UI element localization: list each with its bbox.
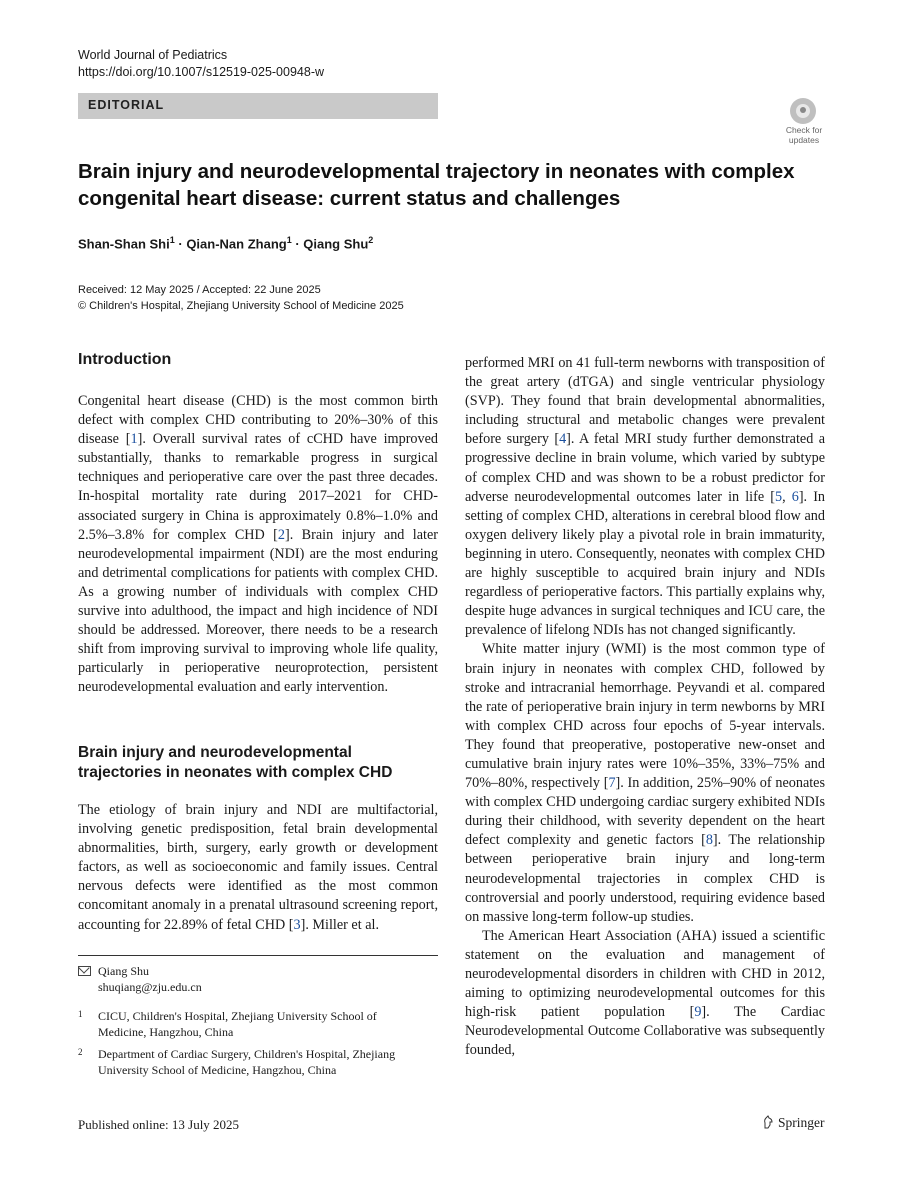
author-list <box>78 235 373 251</box>
check-for-updates-badge[interactable] <box>780 98 828 146</box>
affiliation-number: 2 <box>78 1047 83 1057</box>
section-heading: Brain injury and neurodevelopmental trajectories in neonates with complex CHD <box>78 744 393 781</box>
citation-link[interactable]: 4 <box>559 431 567 448</box>
corresp-email[interactable]: shuqiang@zju.edu.cn <box>98 980 202 994</box>
affiliation-text: CICU, Children's Hospital, Zhejiang University School of Medicine, Hangzhou, China <box>98 1009 377 1039</box>
right-column <box>465 354 825 1060</box>
left-column-section2 <box>78 801 438 935</box>
section-label-bar <box>78 93 438 119</box>
author-name[interactable]: Shan-Shan Shi <box>78 236 170 252</box>
article-title: Brain injury and neurodevelopmental trajectory in neonates with complex congenital heart disease: current status and challenges <box>78 160 795 210</box>
publisher-logo <box>762 1115 825 1131</box>
paragraph: The American Heart Association (AHA) issued a scientific statement on the evaluation and management of neurodevelopmental disorders in children with CHD in 2012, aiming to optimizing neurodevelopmental outcomes for this high-risk patient population [9]. The Cardiac Neurodevelopmental Outcome Collaborative was subsequently founded, <box>465 927 825 1059</box>
envelope-icon <box>78 966 91 976</box>
citation-link[interactable]: 5 <box>774 488 783 505</box>
paragraph: The etiology of brain injury and NDI are multifactorial, involving genetic predisposition, fetal brain developmental abnormalities, birth, surgery, early growth or development factors, as well as socioeconomic and family issues. Central nervous defects were identified as the most common concomitant anomaly in a prenatal ultrasound screening report, accounting for 22.89% of fetal CHD [3]. Miller et al. <box>78 802 438 933</box>
corresp-name: Qiang Shu <box>98 964 149 978</box>
citation-link[interactable]: 1 <box>130 431 138 448</box>
check-updates-icon <box>790 98 816 124</box>
author-affiliation-mark: 1 <box>169 235 175 245</box>
paragraph: Congenital heart disease (CHD) is the most common birth defect with complex CHD contributing to 20%–30% of this disease [1]. Overall survival rates of cCHD have improved substantially, thanks to remarkable progress in surgical techniques and perioperative care over the past three decades. In-hospital mortality rate during 2017–2021 for CHD-associated surgery in China is approximately 0.8%–1.0% and 2.5%–3.8% for complex CHD [2]. Brain injury and later neurodevelopmental impairment (NDI) are the most enduring and detrimental complications for patients with complex CHD. As a growing number of individuals with complex CHD survive into adulthood, the impact and high incidence of NDI should be addressed. Moreover, there needs to be a research shift from improving survival to improving whole life quality, particularly in perioperative neuroprotection, persistent neurodevelopmental evaluation and early intervention. <box>78 393 438 696</box>
left-column-intro <box>78 392 438 698</box>
author-affiliation-mark: 1 <box>286 235 292 245</box>
paragraph: performed MRI on 41 full-term newborns with transposition of the great artery (dTGA) and single ventricular physiology (SVP). They found that brain developmental abnormalities, including structural and metabolic changes were prevalent before surgery [4]. A fetal MRI study further demonstrated a progressive decline in brain volume, which varied by subtype of complex CHD and was shown to be a robust predictor for adverse neurodevelopmental outcomes later in life [5, 6]. In setting of complex CHD, alterations in cerebral blood flow and oxygen delivery likely play a pivotal role in brain immaturity, beginning in utero. Consequently, neonates with complex CHD are highly susceptible to acquired brain injury and NDIs regardless of perioperative factors. This partially explains why, despite huge advances in surgical techniques and ICU care, the prevalence of lifelong NDIs has not changed significantly. <box>465 355 826 639</box>
doi-link[interactable]: https://doi.org/10.1007/s12519-025-00948-w <box>78 65 325 79</box>
copyright: © Children's Hospital, Zhejiang University School of Medicine 2025 <box>78 300 404 312</box>
paragraph: White matter injury (WMI) is the most common type of brain injury in neonates with complex CHD, followed by stroke and intracranial hemorrhage. Peyvandi et al. compared the rate of perioperative brain injury in term newborns by MRI with complex CHD across four epochs of 5-year intervals. They found that preoperative, postoperative new-onset and cumulative brain injury rates were 10%–35%, 33%–75% and 70%–80%, respectively [7]. In addition, 25%–90% of neonates with complex CHD undergoing cardiac surgery exhibited NDIs during their childhood, with severity dependent on the heart defect complexity and genetic factors [8]. The relationship between perioperative brain injury and long-term neurodevelopmental trajectories in complex CHD is controversial and poorly understood, requiring evidence based on massive long-term follow-up studies. <box>465 641 825 925</box>
article-dates <box>78 282 404 314</box>
affiliation-text: Department of Cardiac Surgery, Children's Hospital, Zhejiang University School of Medicine, Hangzhou, China <box>98 1047 396 1077</box>
journal-header <box>78 47 324 81</box>
author-name[interactable]: Qian-Nan Zhang <box>186 236 287 252</box>
citation-link[interactable]: 3 <box>293 916 301 933</box>
citation-link[interactable]: 8 <box>705 832 713 849</box>
footnote-divider <box>78 955 438 956</box>
citation-link[interactable]: 2 <box>277 526 285 543</box>
author-name[interactable]: Qiang Shu <box>303 236 369 252</box>
author-separator: · <box>174 236 187 252</box>
journal-name: World Journal of Pediatrics <box>78 48 228 62</box>
intro-heading: Introduction <box>78 351 172 368</box>
publisher-name: Springer <box>778 1115 825 1130</box>
author-separator: · <box>291 236 304 252</box>
published-date: Published online: 13 July 2025 <box>78 1117 240 1132</box>
received-accepted: Received: 12 May 2025 / Accepted: 22 June 2025 <box>78 284 321 296</box>
citation-link[interactable]: 7 <box>608 775 616 792</box>
check-updates-label: Check for updates <box>785 125 823 145</box>
author-affiliation-mark: 2 <box>368 235 374 245</box>
springer-horse-icon <box>762 1115 774 1129</box>
corresponding-author <box>78 963 202 995</box>
citation-link[interactable]: 6 <box>791 488 799 505</box>
citation-link[interactable]: 9 <box>694 1004 702 1021</box>
affiliation-number: 1 <box>78 1009 83 1019</box>
section-label: EDITORIAL <box>88 98 165 112</box>
